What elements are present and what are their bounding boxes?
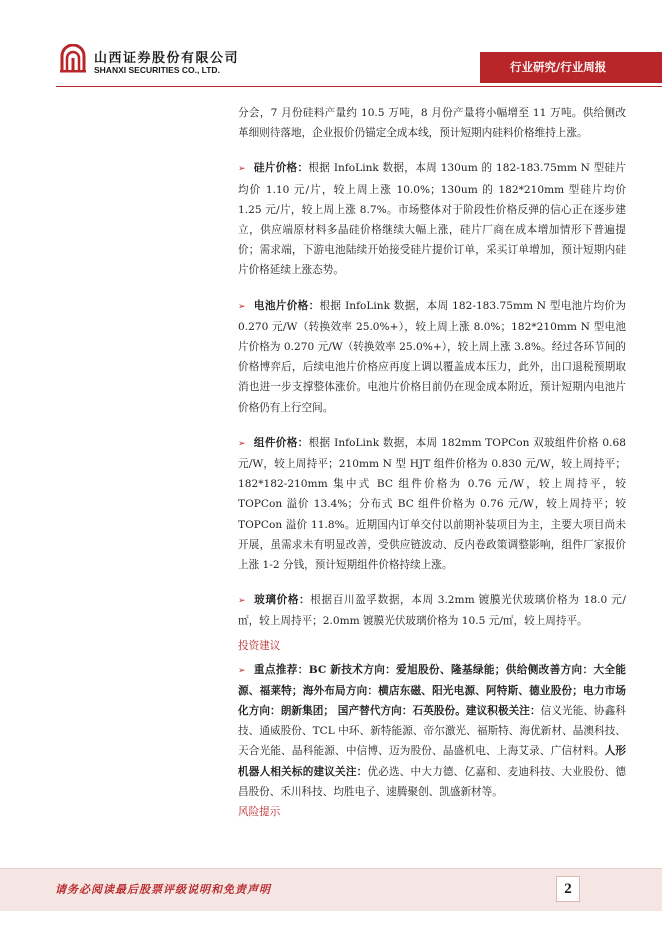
investment-paragraph <box>238 660 626 802</box>
page-number: 2 <box>556 876 580 902</box>
page-footer <box>0 868 662 936</box>
module-price-paragraph <box>238 433 626 575</box>
key-recommendation-label: 重点推荐： <box>253 663 309 676</box>
wafer-price-label: 硅片价格： <box>253 162 309 175</box>
cell-price-text: 根据 InfoLink 数据，本周 182-183.75mm N 型电池片均价为 0.270 元/W（转换效率 25.0%+），较上周上涨 8.0%；182*210mm N 型电池片价格为 0.270 元/W（转换效率 25.0%+），较上周上涨 3.8%。经过各环节间的价格博弈后，后续电池片价格应再度上调以覆盖成本压力，此外，出口退税预期取消也进一步支撑整体涨价。电池片价格目前仍在现金成本附近，预计短期内电池片价格仍有上行空间。 <box>238 299 626 414</box>
robotics-label: 人形机器人相关标的建议关注： <box>238 745 627 778</box>
bullet-arrow-icon: ➢ <box>238 164 246 175</box>
glass-price-text: 根据百川盈孚数据，本周 3.2mm 镀膜光伏玻璃价格为 18.0 元/㎡，较上周持平；2.0mm 镀膜光伏玻璃价格为 10.5 元/㎡，较上周持平。 <box>238 594 626 628</box>
module-price-label: 组件价格： <box>253 436 309 449</box>
glass-price-paragraph <box>238 590 626 631</box>
wafer-price-text: 根据 InfoLink 数据，本周 130um 的 182-183.75mm N 型硅片均价 1.10 元/片，较上周上涨 10.0%；130um 的 182*210mm 型硅片均价 1.25 元/片，较上周上涨 8.7%。市场整体对于阶段性价格反弹的信心正在逐步建立，供应端原材料多晶硅价格继续大幅上涨，硅片厂商在成本增加情形下普遍提价；需求端，下游电池陆续开始接受硅片提价订单，采买订单增加，预计短期内硅片价格延续上涨态势。 <box>238 162 627 277</box>
bullet-arrow-icon: ➢ <box>238 596 246 607</box>
report-body <box>238 103 626 822</box>
bullet-arrow-icon: ➢ <box>238 438 246 449</box>
company-name-cn: 山西证券股份有限公司 <box>94 51 240 66</box>
intro-paragraph: 分会，7 月份硅料产量约 10.5 万吨，8 月份产量将小幅增至 11 万吨。供给侧改革细则待落地，企业报价仍锚定全成本线，预计短期内硅料价格维持上涨。 <box>238 107 626 140</box>
cell-price-paragraph <box>238 296 626 418</box>
risk-section-title: 风险提示 <box>238 806 281 819</box>
report-type-badge: 行业研究/行业周报 <box>480 52 662 83</box>
company-name-en: SHANXI SECURITIES CO., LTD. <box>94 65 220 75</box>
cell-price-label: 电池片价格： <box>253 299 320 312</box>
bullet-arrow-icon: ➢ <box>238 301 246 312</box>
disclaimer-text: 请务必阅读最后股票评级说明和免责声明 <box>55 883 271 896</box>
recommendation-highlight: BC 新技术方向：爱旭股份、隆基绿能；供给侧改善方向：大全能源、福莱特；海外布局方向：横店东磁、阳光电源、阿特斯、德业股份；电力市场化方向：朗新集团； 国产替代方向：石英股份。建议积极关注： <box>238 663 626 718</box>
module-price-text: 根据 InfoLink 数据，本周 182mm TOPCon 双玻组件价格 0.68 元/W，较上周持平；210mm N 型 HJT 组件价格为 0.830 元/W，较上周持平；182*182-210mm 集中式 BC 组件价格为 0.76 元/W，较上周持平，较 TOPCon 溢价 13.4%；分布式 BC 组件价格为 0.76 元/W，较上周持平；较 TOPCon 溢价 11.8%。近期国内订单交付以前期补装项目为主，主要大项目尚未开展，虽需求未有明显改善，受供应链波动、反内卷政策调整影响，组件厂家报价上涨 1-2 分钱，预计短期组件价格持续上涨。 <box>238 436 627 572</box>
footer-bar <box>0 868 662 911</box>
investment-section-title: 投资建议 <box>238 639 281 652</box>
glass-price-label: 玻璃价格： <box>253 594 311 607</box>
recommendation-watchlist: 信义光能、协鑫科技、通威股份、TCL 中环、新特能源、帝尔激光、福斯特、海优新材、晶澳科技、天合光能、晶科能源、中信博、迈为股份、晶盛机电、上海艾录、广信材料。 <box>238 705 627 758</box>
shanxi-securities-logo-icon <box>58 44 88 74</box>
bullet-arrow-icon: ➢ <box>238 665 246 676</box>
page-header <box>0 0 662 92</box>
robotics-watchlist: 优必选、中大力德、亿嘉和、麦迪科技、大业股份、德昌股份、禾川科技、均胜电子、速腾聚创、凯盛新材等。 <box>238 765 627 798</box>
wafer-price-paragraph <box>238 158 626 280</box>
header-divider <box>56 86 662 87</box>
